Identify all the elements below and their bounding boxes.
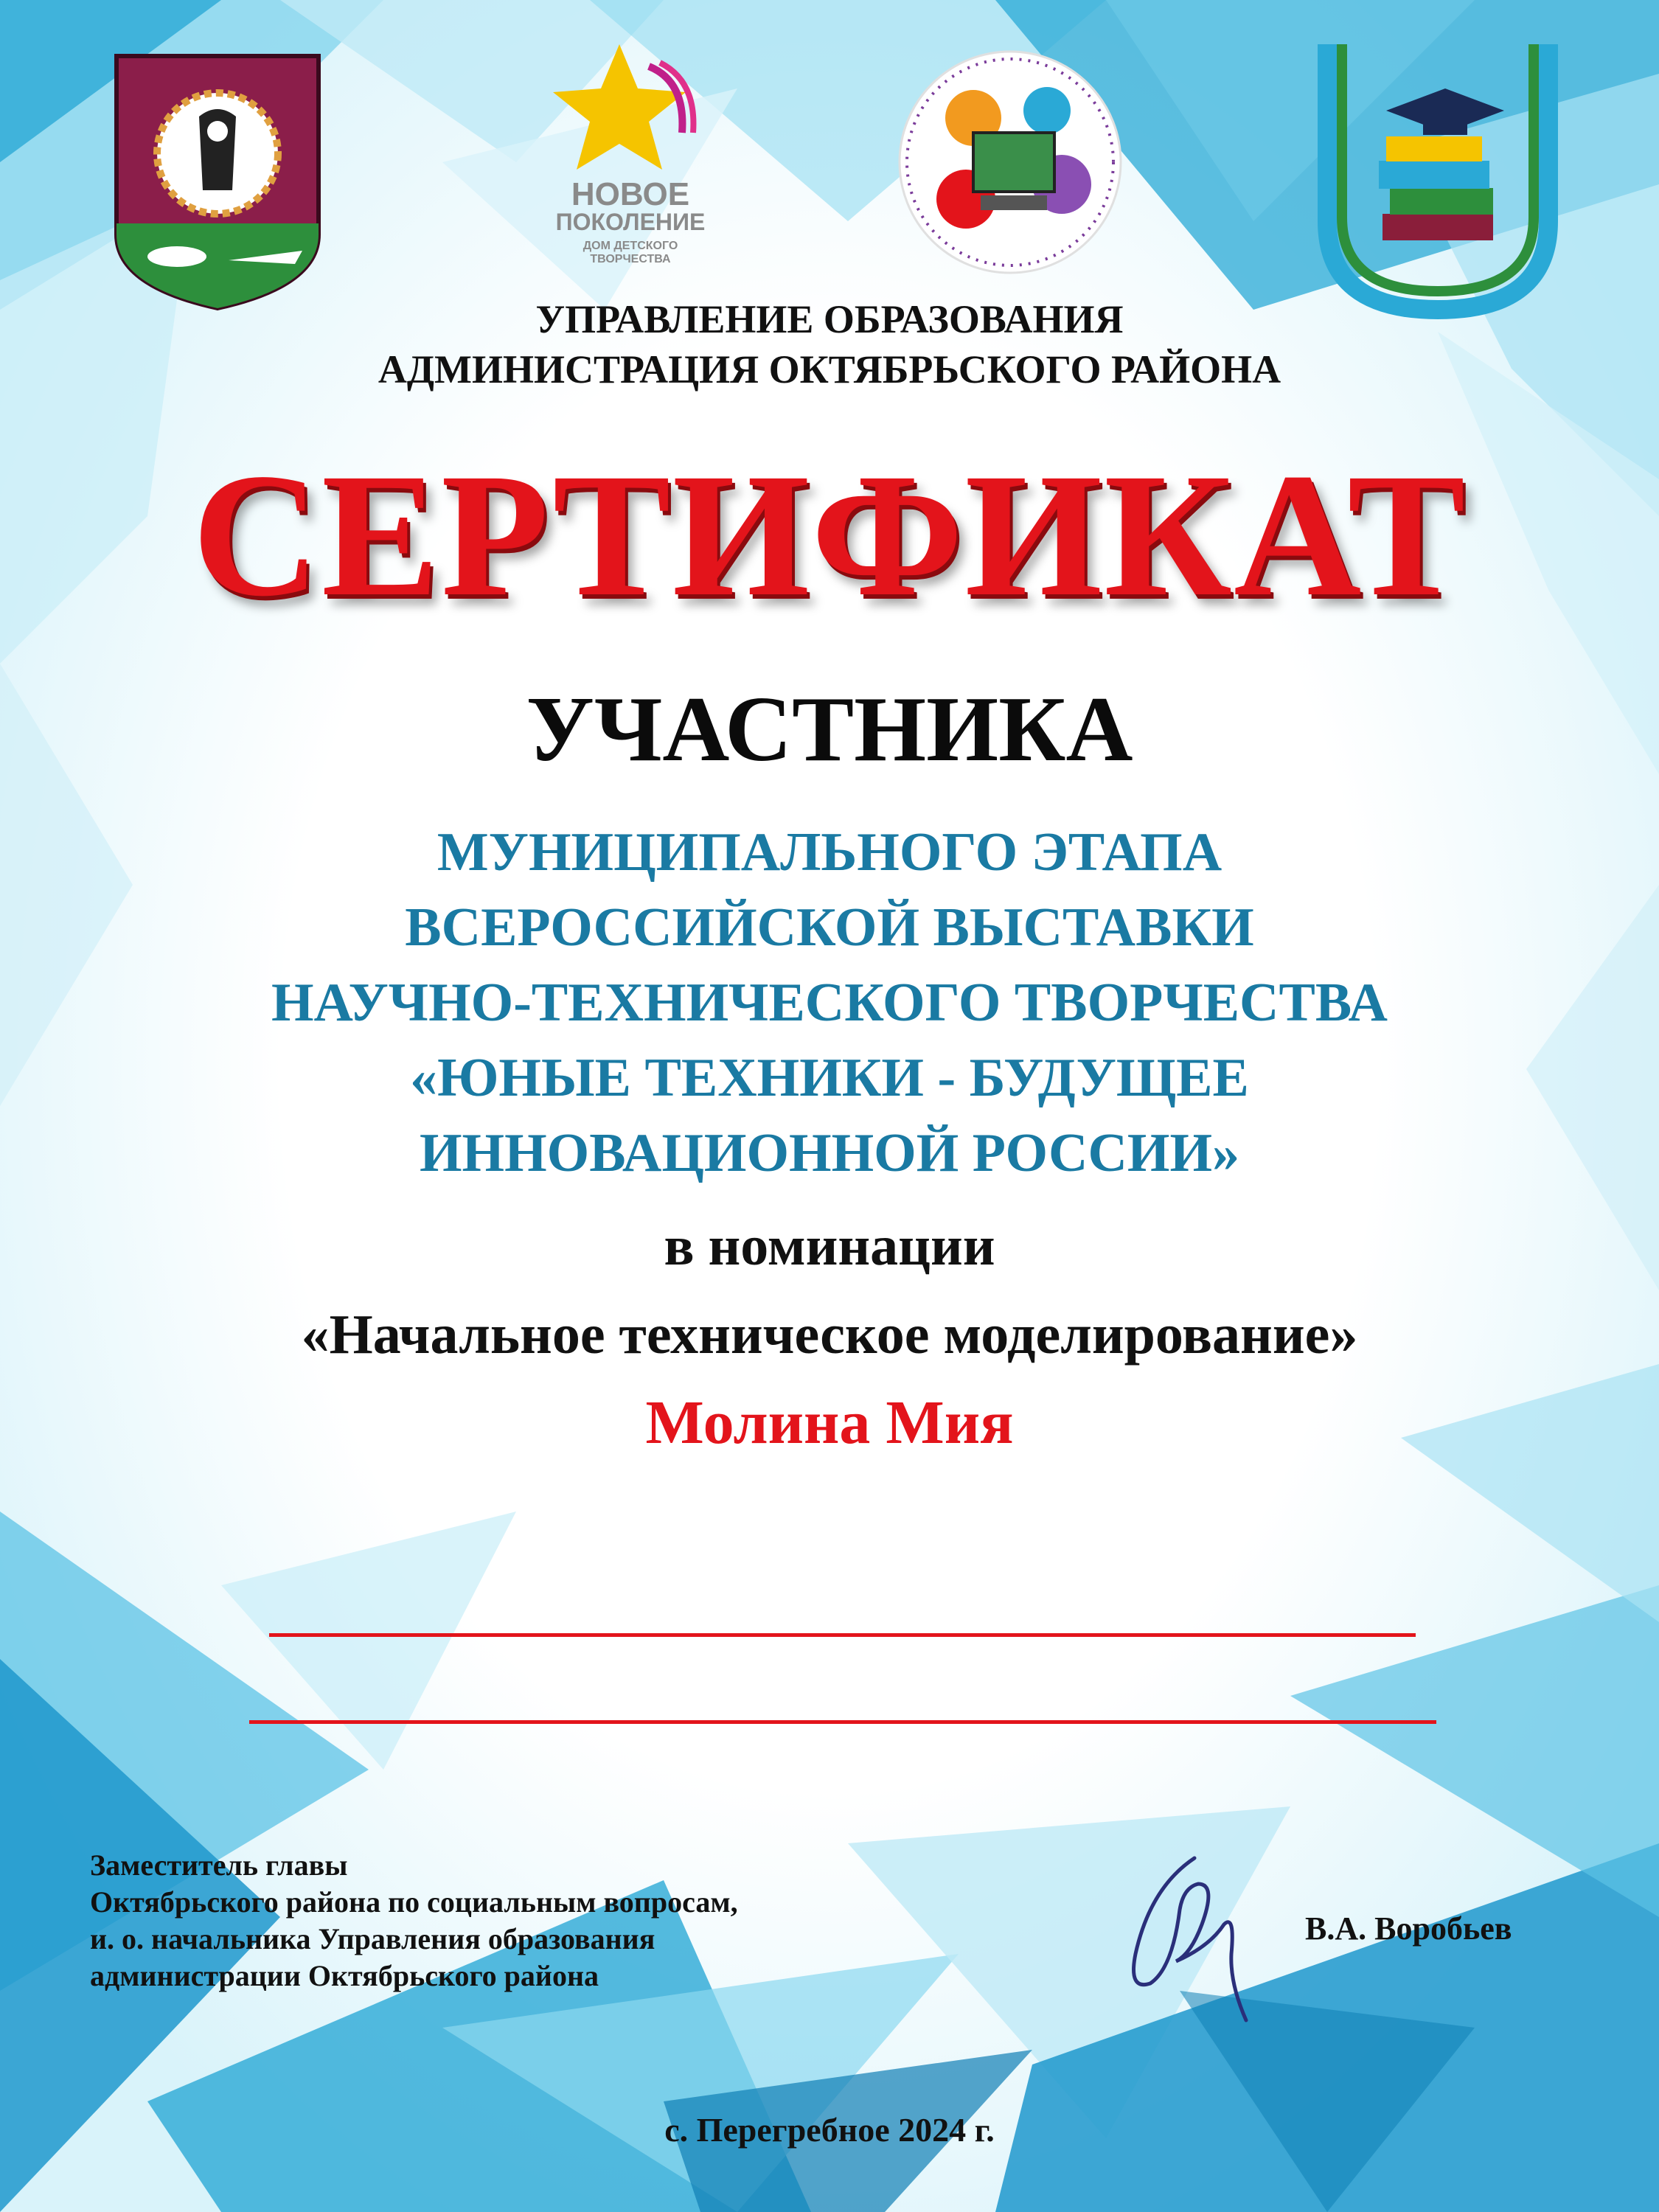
coat-of-arms-logo (111, 50, 324, 312)
place-date: с. Перегребное 2024 г. (664, 2111, 995, 2149)
logo-line2: ПОКОЛЕНИЕ (555, 209, 706, 235)
young-technicians-emblem-icon (892, 44, 1128, 280)
position-line: администрации Октябрьского района (90, 1959, 599, 1992)
certificate-title: СЕРТИФИКАТ (192, 437, 1467, 633)
blank-line (249, 1720, 1436, 1724)
event-line: ВСЕРОССИЙСКОЙ ВЫСТАВКИ (405, 897, 1254, 958)
blank-line (269, 1633, 1416, 1637)
nomination-title: «Начальное техническое моделирование» (301, 1304, 1358, 1366)
position-line: Заместитель главы (90, 1848, 348, 1882)
org-line1: УПРАВЛЕНИЕ ОБРАЗОВАНИЯ (535, 297, 1124, 341)
signer-name: В.А. Воробьев (1305, 1910, 1512, 1947)
event-line: НАУЧНО-ТЕХНИЧЕСКОГО ТВОРЧЕСТВА (271, 973, 1388, 1033)
handwritten-signature (1106, 1843, 1283, 2035)
novoe-pokolenie-logo (538, 37, 723, 273)
recipient-name: Молина Мия (645, 1388, 1014, 1457)
org-line2: АДМИНИСТРАЦИЯ ОКТЯБРЬСКОГО РАЙОНА (378, 347, 1281, 392)
logo-line4: ТВОРЧЕСТВА (590, 253, 671, 265)
logo-line3: ДОМ ДЕТСКОГО (582, 240, 678, 252)
signatory-position (90, 1847, 975, 1994)
event-line: ИННОВАЦИОННОЙ РОССИИ» (419, 1123, 1240, 1183)
position-line: и. о. начальника Управления образования (90, 1922, 655, 1955)
certificate-subtitle: УЧАСТНИКА (526, 678, 1133, 781)
event-line: «ЮНЫЕ ТЕХНИКИ - БУДУЩЕЕ (410, 1048, 1249, 1108)
logo-line1: НОВОЕ (571, 176, 690, 212)
event-block (0, 815, 1659, 1191)
coat-of-arms-icon (111, 50, 324, 312)
nomination-label: в номинации (664, 1215, 995, 1277)
position-line: Октябрьского района по социальным вопросам, (90, 1885, 738, 1919)
education-department-logo (1298, 29, 1578, 324)
event-line: МУНИЦИПАЛЬНОГО ЭТАПА (437, 822, 1222, 883)
young-technicians-logo (892, 44, 1128, 280)
education-department-emblem-icon (1298, 29, 1578, 324)
